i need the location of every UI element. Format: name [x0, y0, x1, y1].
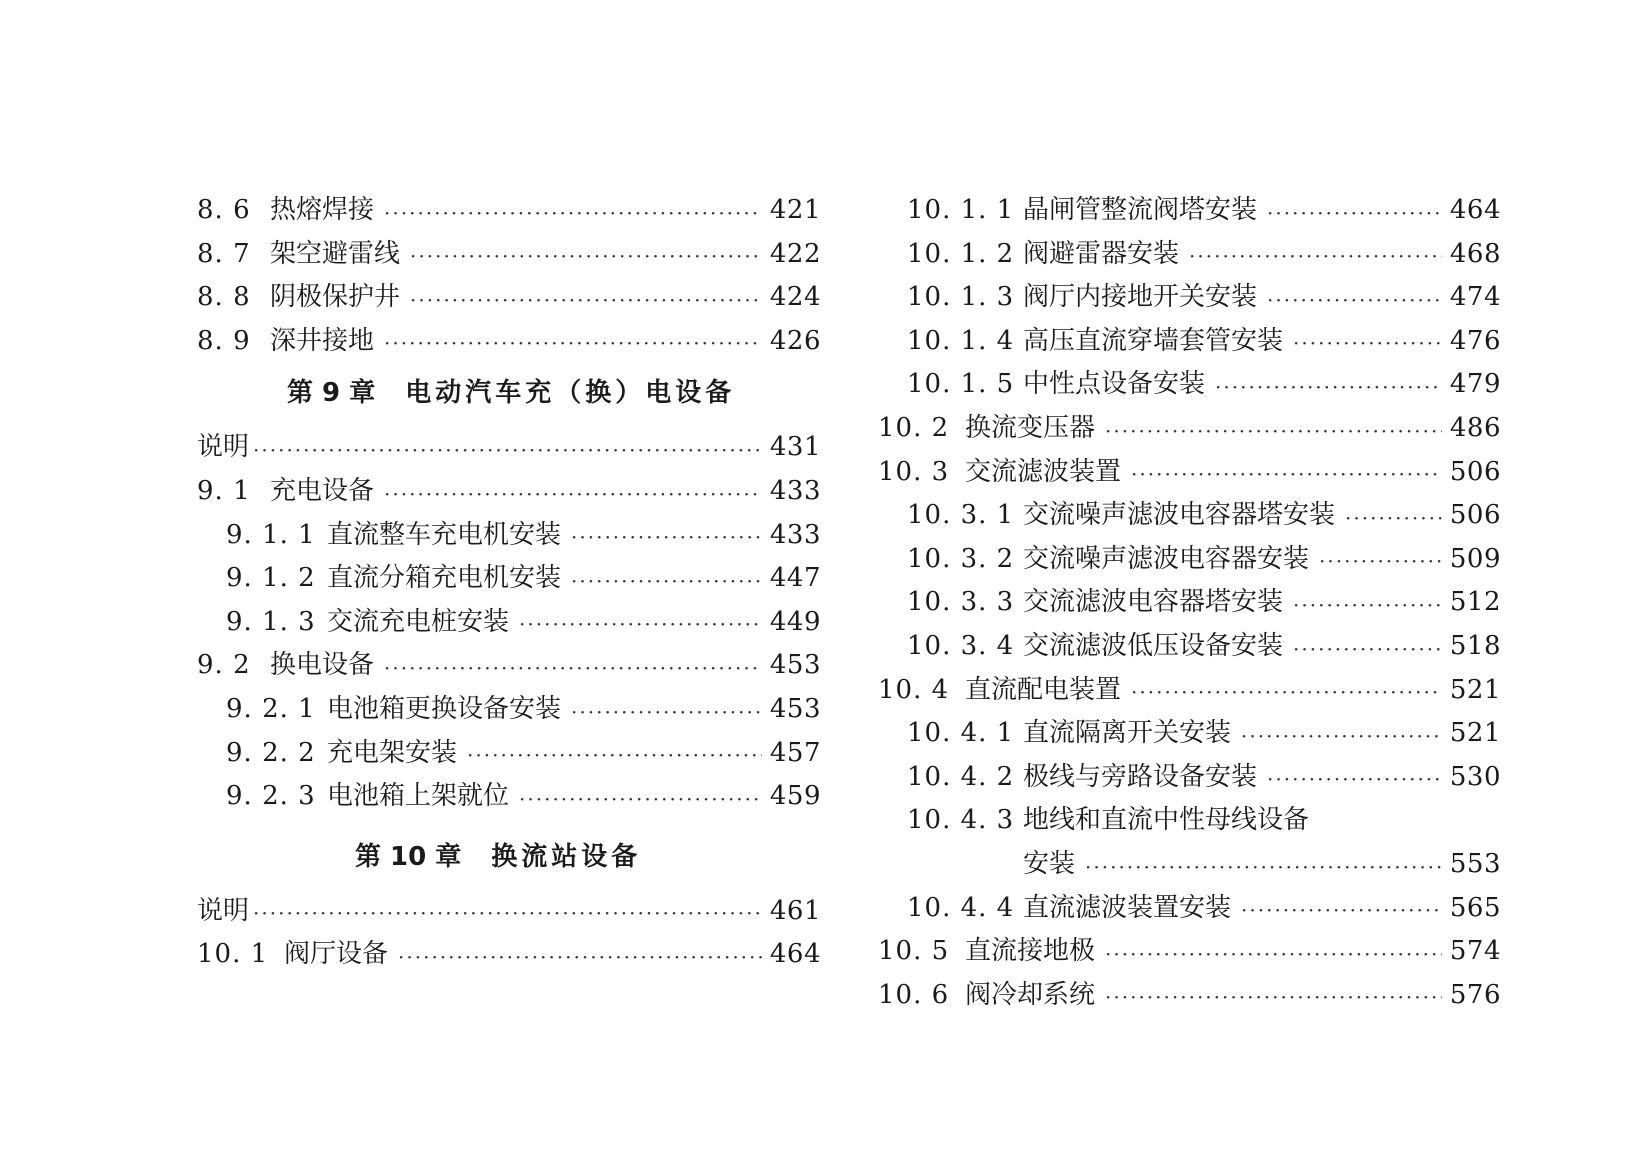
entry-page: 521	[1449, 674, 1501, 705]
entry-number: 8. 6	[197, 195, 251, 225]
entry-title: 充电设备	[270, 475, 375, 506]
dot-leader	[384, 648, 762, 688]
entry-number: 9. 2	[197, 650, 251, 681]
dot-leader	[1085, 847, 1442, 887]
toc-entry-9-2[interactable]	[197, 644, 821, 688]
entry-title: 交流滤波电容器塔安装	[1023, 587, 1284, 618]
entry-title: 安装	[1023, 848, 1076, 879]
dot-leader	[410, 280, 762, 320]
entry-number: 9. 2. 2	[226, 737, 316, 768]
dot-leader	[1293, 585, 1442, 625]
entry-title: 直流配电装置	[965, 674, 1122, 705]
entry-title: 阀冷却系统	[965, 979, 1096, 1010]
dot-leader	[1267, 193, 1442, 233]
entry-page: 509	[1449, 543, 1501, 574]
entry-number: 10. 3	[878, 456, 950, 487]
entry-title: 换流变压器	[965, 412, 1096, 443]
dot-leader	[1105, 411, 1442, 451]
dot-leader	[1131, 454, 1442, 494]
entry-page: 512	[1449, 587, 1501, 618]
dot-leader	[1241, 890, 1442, 930]
entry-title: 直流整车充电机安装	[327, 519, 562, 550]
entry-title: 交流充电桩安装	[327, 606, 510, 637]
entry-title: 直流接地极	[965, 936, 1096, 967]
entry-title: 交流噪声滤波电容器安装	[1023, 543, 1310, 574]
toc-entry-8-7[interactable]	[197, 233, 821, 277]
entry-number: 10. 3. 3	[907, 587, 1015, 618]
entry-page: 506	[1449, 456, 1501, 487]
entry-page: 521	[1449, 718, 1501, 749]
toc-entry-8-8[interactable]	[197, 276, 821, 320]
entry-title: 晶闸管整流阀塔安装	[1023, 195, 1258, 225]
toc-right-column	[878, 189, 1501, 1017]
dot-leader	[1319, 541, 1442, 581]
entry-page: 447	[769, 563, 821, 594]
dot-leader	[571, 517, 762, 557]
dot-leader	[519, 779, 762, 819]
dot-leader	[571, 561, 762, 601]
toc-entry-10-1-2[interactable]	[878, 233, 1501, 277]
dot-leader	[398, 937, 762, 977]
entry-page: 464	[1449, 195, 1501, 225]
dot-leader	[253, 430, 762, 470]
entry-title: 深井接地	[270, 325, 375, 356]
dot-leader	[1267, 280, 1442, 320]
entry-number: 10. 1. 3	[907, 282, 1015, 313]
entry-page: 449	[769, 606, 821, 637]
entry-page: 479	[1449, 369, 1501, 400]
entry-number: 10. 3. 4	[907, 630, 1015, 661]
entry-title: 交流滤波低压设备安装	[1023, 630, 1284, 661]
toc-entry-10-4-2[interactable]	[878, 756, 1501, 800]
toc-entry-10-1-3[interactable]	[878, 276, 1501, 320]
toc-entry-9-2-1[interactable]	[197, 688, 821, 732]
toc-entry-10-4-3-continued[interactable]	[878, 843, 1501, 887]
entry-number: 9. 1. 3	[226, 606, 316, 637]
dot-leader	[1267, 759, 1442, 799]
entry-number: 10. 4. 1	[907, 718, 1015, 749]
entry-number: 10. 4. 3	[907, 805, 1015, 836]
entry-page: 506	[1449, 500, 1501, 531]
entry-title: 直流滤波装置安装	[1023, 892, 1232, 923]
entry-page: 433	[769, 475, 821, 506]
entry-number: 9. 2. 3	[226, 781, 316, 812]
entry-number: 8. 9	[197, 325, 251, 356]
chapter-label: 第 10 章	[355, 841, 462, 872]
toc-entry-9-1[interactable]	[197, 470, 821, 514]
entry-number: 9. 1. 1	[226, 519, 316, 550]
entry-title: 电池箱更换设备安装	[327, 693, 562, 724]
entry-title: 直流分箱充电机安装	[327, 563, 562, 594]
entry-number: 10. 1. 2	[907, 238, 1015, 269]
entry-title: 中性点设备安装	[1023, 369, 1206, 400]
entry-title: 交流噪声滤波电容器塔安装	[1023, 500, 1336, 531]
entry-title: 电池箱上架就位	[327, 781, 510, 812]
entry-page: 453	[769, 650, 821, 681]
toc-entry-10-2[interactable]	[878, 407, 1501, 451]
entry-page: 421	[769, 195, 821, 225]
toc-entry-10-4-4[interactable]	[878, 887, 1501, 931]
dot-leader	[1105, 934, 1442, 974]
entry-number: 10. 3. 2	[907, 543, 1015, 574]
toc-entry-10-3-1[interactable]	[878, 494, 1501, 538]
entry-number: 10. 1. 4	[907, 325, 1015, 356]
entry-number: 8. 7	[197, 238, 251, 269]
toc-entry-10-1[interactable]	[197, 933, 821, 977]
entry-title: 直流隔离开关安装	[1023, 718, 1232, 749]
dot-leader	[384, 193, 762, 233]
entry-number: 10. 4	[878, 674, 950, 705]
toc-entry-10-4-3[interactable]	[878, 799, 1501, 843]
entry-page: 530	[1449, 761, 1501, 792]
toc-entry-10-1-1[interactable]	[878, 189, 1501, 233]
entry-title: 阀厅设备	[284, 939, 389, 970]
toc-entry-9-1-3[interactable]	[197, 601, 821, 645]
toc-entry-8-6[interactable]	[197, 189, 821, 233]
entry-title: 阴极保护井	[270, 282, 401, 313]
entry-page: 474	[1449, 282, 1501, 313]
dot-leader	[519, 604, 762, 644]
entry-page: 453	[769, 693, 821, 724]
chapter-title: 电动汽车充（换）电设备	[405, 378, 736, 409]
entry-title: 充电架安装	[327, 737, 458, 768]
dot-leader	[1241, 716, 1442, 756]
entry-page: 457	[769, 737, 821, 768]
entry-number: 8. 8	[197, 282, 251, 313]
entry-page: 574	[1449, 936, 1501, 967]
toc-entry-10-3[interactable]	[878, 451, 1501, 495]
entry-title: 换电设备	[270, 650, 375, 681]
entry-title: 阀厅内接地开关安装	[1023, 282, 1258, 313]
dot-leader	[1131, 672, 1442, 712]
toc-entry-10-4[interactable]	[878, 669, 1501, 713]
dot-leader	[253, 893, 762, 933]
chapter-label: 第 9 章	[287, 378, 376, 409]
entry-title: 高压直流穿墙套管安装	[1023, 325, 1284, 356]
toc-entry-10-3-2[interactable]	[878, 538, 1501, 582]
entry-page: 431	[769, 432, 821, 463]
toc-entry-9-2-3[interactable]	[197, 775, 821, 819]
chapter-10-heading[interactable]	[197, 825, 821, 890]
entry-page: 518	[1449, 630, 1501, 661]
entry-number: 10. 4. 2	[907, 761, 1015, 792]
entry-title: 交流滤波装置	[965, 456, 1122, 487]
toc-entry-10-1-4[interactable]	[878, 320, 1501, 364]
dot-leader	[410, 236, 762, 276]
entry-number: 10. 1	[197, 939, 269, 970]
entry-number: 10. 4. 4	[907, 892, 1015, 923]
entry-page: 553	[1449, 848, 1501, 879]
entry-title: 热熔焊接	[270, 195, 375, 225]
toc-entry-10-5[interactable]	[878, 930, 1501, 974]
dot-leader	[467, 735, 762, 775]
entry-title: 阀避雷器安装	[1023, 238, 1180, 269]
entry-number: 9. 1. 2	[226, 563, 316, 594]
entry-title: 地线和直流中性母线设备	[1023, 805, 1310, 836]
dot-leader	[1189, 236, 1442, 276]
toc-entry-9-1-2[interactable]	[197, 557, 821, 601]
entry-page: 426	[769, 325, 821, 356]
entry-title: 架空避雷线	[270, 238, 401, 269]
entry-page: 464	[769, 939, 821, 970]
toc-entry-9-1-1[interactable]	[197, 514, 821, 558]
chapter-title: 换流站设备	[491, 841, 642, 872]
entry-number: 10. 2	[878, 412, 950, 443]
dot-leader	[1215, 367, 1442, 407]
toc-entry-ch9-notes[interactable]	[197, 426, 821, 470]
chapter-9-heading[interactable]	[197, 361, 821, 426]
entry-title: 说明	[197, 895, 250, 926]
entry-number: 10. 5	[878, 936, 950, 967]
entry-page: 433	[769, 519, 821, 550]
dot-leader	[1293, 629, 1442, 669]
entry-page: 576	[1449, 979, 1501, 1010]
toc-entry-9-2-2[interactable]	[197, 732, 821, 776]
entry-page: 476	[1449, 325, 1501, 356]
toc-entry-10-1-5[interactable]	[878, 363, 1501, 407]
entry-page: 459	[769, 781, 821, 812]
toc-entry-8-9[interactable]	[197, 320, 821, 364]
entry-number: 9. 1	[197, 475, 251, 506]
entry-page: 461	[769, 895, 821, 926]
toc-entry-10-4-1[interactable]	[878, 712, 1501, 756]
entry-page: 486	[1449, 412, 1501, 443]
entry-page: 424	[769, 282, 821, 313]
toc-left-column	[197, 189, 821, 977]
toc-entry-10-3-4[interactable]	[878, 625, 1501, 669]
dot-leader	[384, 474, 762, 514]
entry-number: 10. 1. 1	[907, 195, 1015, 225]
dot-leader	[384, 323, 762, 363]
dot-leader	[571, 692, 762, 732]
dot-leader	[1293, 323, 1442, 363]
entry-page: 422	[769, 238, 821, 269]
entry-number: 10. 6	[878, 979, 950, 1010]
entry-page: 468	[1449, 238, 1501, 269]
toc-entry-ch10-notes[interactable]	[197, 890, 821, 934]
toc-entry-10-3-3[interactable]	[878, 581, 1501, 625]
dot-leader	[1105, 977, 1442, 1017]
entry-number: 10. 3. 1	[907, 500, 1015, 531]
entry-page: 565	[1449, 892, 1501, 923]
entry-title: 极线与旁路设备安装	[1023, 761, 1258, 792]
entry-number: 9. 2. 1	[226, 693, 316, 724]
entry-number: 10. 1. 5	[907, 369, 1015, 400]
toc-entry-10-6[interactable]	[878, 974, 1501, 1018]
dot-leader	[1345, 498, 1442, 538]
entry-title: 说明	[197, 432, 250, 463]
